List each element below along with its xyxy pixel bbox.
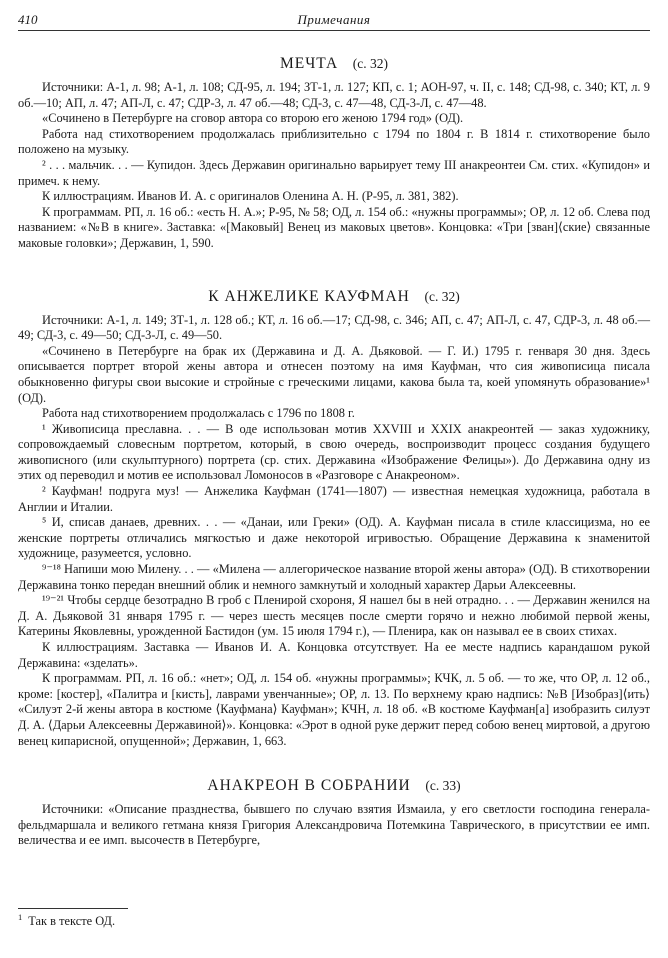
paragraph: ¹⁹⁻²¹ Чтобы сердце безотрадно В гроб с Пленирой схороня, Я нашел бы в ней отрадно. . . — Державин женился на Д. А. Дьяковой 31 января 1795 г. — через шесть месяцев после смерти горячо и нежно любимой первой жены, Катерины Яковлевны, урожденной Бастидон (ум. 15 июля 1794 г.), — Пленира, как он называл ее в своих стихах. [18, 593, 650, 639]
section-title-text: АНАКРЕОН В СОБРАНИИ [207, 777, 411, 795]
running-head [18, 10, 650, 31]
paragraph: ² Кауфман! подруга муз! — Анжелика Кауфман (1741—1807) — известная немецкая художница, работала в Англии и Италии. [18, 484, 650, 514]
footnote-divider [18, 908, 128, 909]
footnote-text: Так в тексте ОД. [28, 914, 116, 928]
section-title-text: К АНЖЕЛИКЕ КАУФМАН [208, 287, 410, 305]
paragraph: Источники: «Описание празднества, бывшего по случаю взятия Измаила, у его светлости господина генерала-фельдмаршала и великого гетмана князя Григория Александровича Потемкина Таврического, в присутствии ее имп. величества и ее имп. высочеств в Петербурге, [18, 802, 650, 848]
section-body-kaufman [18, 313, 650, 750]
section-page-ref: (с. 32) [424, 288, 460, 304]
section-title-kaufman [18, 288, 650, 306]
paragraph: «Сочинено в Петербурге на сговор автора со второю его женою 1794 год» (ОД). [42, 111, 464, 126]
paragraph: Работа над стихотворением продолжалась приблизительно с 1794 по 1804 г. В 1814 г. стихотворение было положено на музыку. [18, 126, 650, 157]
paragraph: ⁵ И, списав данаев, древних. . . — «Данаи, или Греки» (ОД). А. Кауфман писала в стиле классицизма, но ее женские портреты отличались мягкостью и даже некоторой игривостью. Обращение Державина к знаменитой художнице, разумеется, условно. [18, 515, 650, 561]
section-body-anakreon [18, 802, 650, 849]
paragraph: ⁹⁻¹⁸ Напиши мою Милену. . . — «Милена — аллегорическое название второй жены автора» (ОД). В стихотворении Державина тонко передан внешний облик и немного замкнутый и холодный характер Дарьи Алексеевны. [18, 562, 650, 592]
section-title-anakreon [18, 777, 650, 795]
paragraph: Работа над стихотворением продолжалась с 1796 по 1808 г. [42, 406, 355, 421]
paragraph: Источники: А-1, л. 98; А-1, л. 108; СД-95, л. 194; ЗТ-1, л. 127; КП, с. 1; АОН-97, ч. II, с. 148; СД-98, с. 340; КТ, л. 9 об.—10; АП, л. 47; АП-Л, с. 47; СДР-3, л. 47 об.—48; СД-3, с. 47—48, СД-3-Л, с. 47—48. [18, 80, 650, 110]
footnote [18, 911, 116, 929]
section-page-ref: (с. 32) [352, 56, 389, 71]
paragraph: ¹ Живописица преславна. . . — В оде использован мотив XXVIII и XXIX анакреонтей — заказ художнику, сопровождаемый словесным портретом, который, в свою очередь, воспроизводит процесс создания будущего живописного (или скульптурного) портрета (ср. стих. Державина «Изображение Фелицы»). До Державина одну из этих од переводил и мотив ее использовал Ломоносов в «Разговоре с Анакреоном». [18, 421, 650, 483]
paragraph: ² . . . мальчик. . . — Купидон. Здесь Державин оригинально варьирует тему III анакреонтеи См. стих. «Купидон» и примеч. к нему. [18, 157, 650, 188]
section-title-text: МЕЧТА [279, 55, 339, 72]
running-title: Примечания [297, 12, 371, 27]
paragraph: К программам. РП, л. 16 об.: «нет»; ОД, л. 154 об. «нужны программы»; КЧК, л. 5 об. — то же, что ОР, л. 12 об., кроме: [костер], «Палитра и [кисть], лаврами увенчанные»; ОР, л. 13. По верхнему краю надпись: №В [Изобраз]⟨ить⟩ «Силуэт 2-й жены автора в костюме ⟨Кауфмана⟩ Кауфман»; КЧН, л. 18 об. «В костюме Кауфман[а] изобразить силуэт Д. А. ⟨Дарьи Алексеевны Державиной⟩». Концовка: «Эрот в одной руке держит перед собою венец миртовой, а другою венец кипарисной, опущенной»; Державин, 1, 663. [18, 671, 650, 748]
paragraph: К иллюстрациям. Иванов И. А. с оригиналов Оленина А. Н. (Р-95, л. 381, 382). [42, 189, 459, 204]
section-title-mechta [18, 55, 650, 73]
paragraph: «Сочинено в Петербурге на брак их (Державина и Д. А. Дьяковой. — Г. И.) 1795 г. генваря 30 дня. Здесь описывается портрет второй жены автора и отнесен поэтому на имя Кауфман, что сия живописица писала обыкновенно фигуры свои высокие и стройные с греческими лицами, какова была та, коей упомянуть образование»¹ (ОД). [18, 343, 650, 405]
footnote-mark: 1 [18, 911, 23, 922]
section-body-mechta [18, 80, 650, 252]
page-number: 410 [18, 12, 38, 27]
paragraph: К программам. РП, л. 16 об.: «есть Н. А.»; Р-95, № 58; ОД, л. 154 об.: «нужны программы»; ОР, л. 12 об. Слева под названием: «№В в книге». Заставка: «[Маковый] Венец из маковых цветов». Концовка: «Три [зван]⟨ские⟩ связанные маковые головки»; Державин, 1, 590. [18, 204, 650, 250]
paragraph: К иллюстрациям. Заставка — Иванов И. А. Концовка отсутствует. На ее месте надпись карандашом рукой Державина: «зделать». [18, 640, 650, 670]
paragraph: Источники: А-1, л. 149; ЗТ-1, л. 128 об.; КТ, л. 16 об.—17; СД-98, с. 346; АП, с. 47; АП-Л, с. 47, СДР-3, л. 48 об.—49; СД-3, с. 49—50; СД-3-Л, с. 49—50. [18, 312, 650, 343]
section-page-ref: (с. 33) [425, 778, 461, 794]
